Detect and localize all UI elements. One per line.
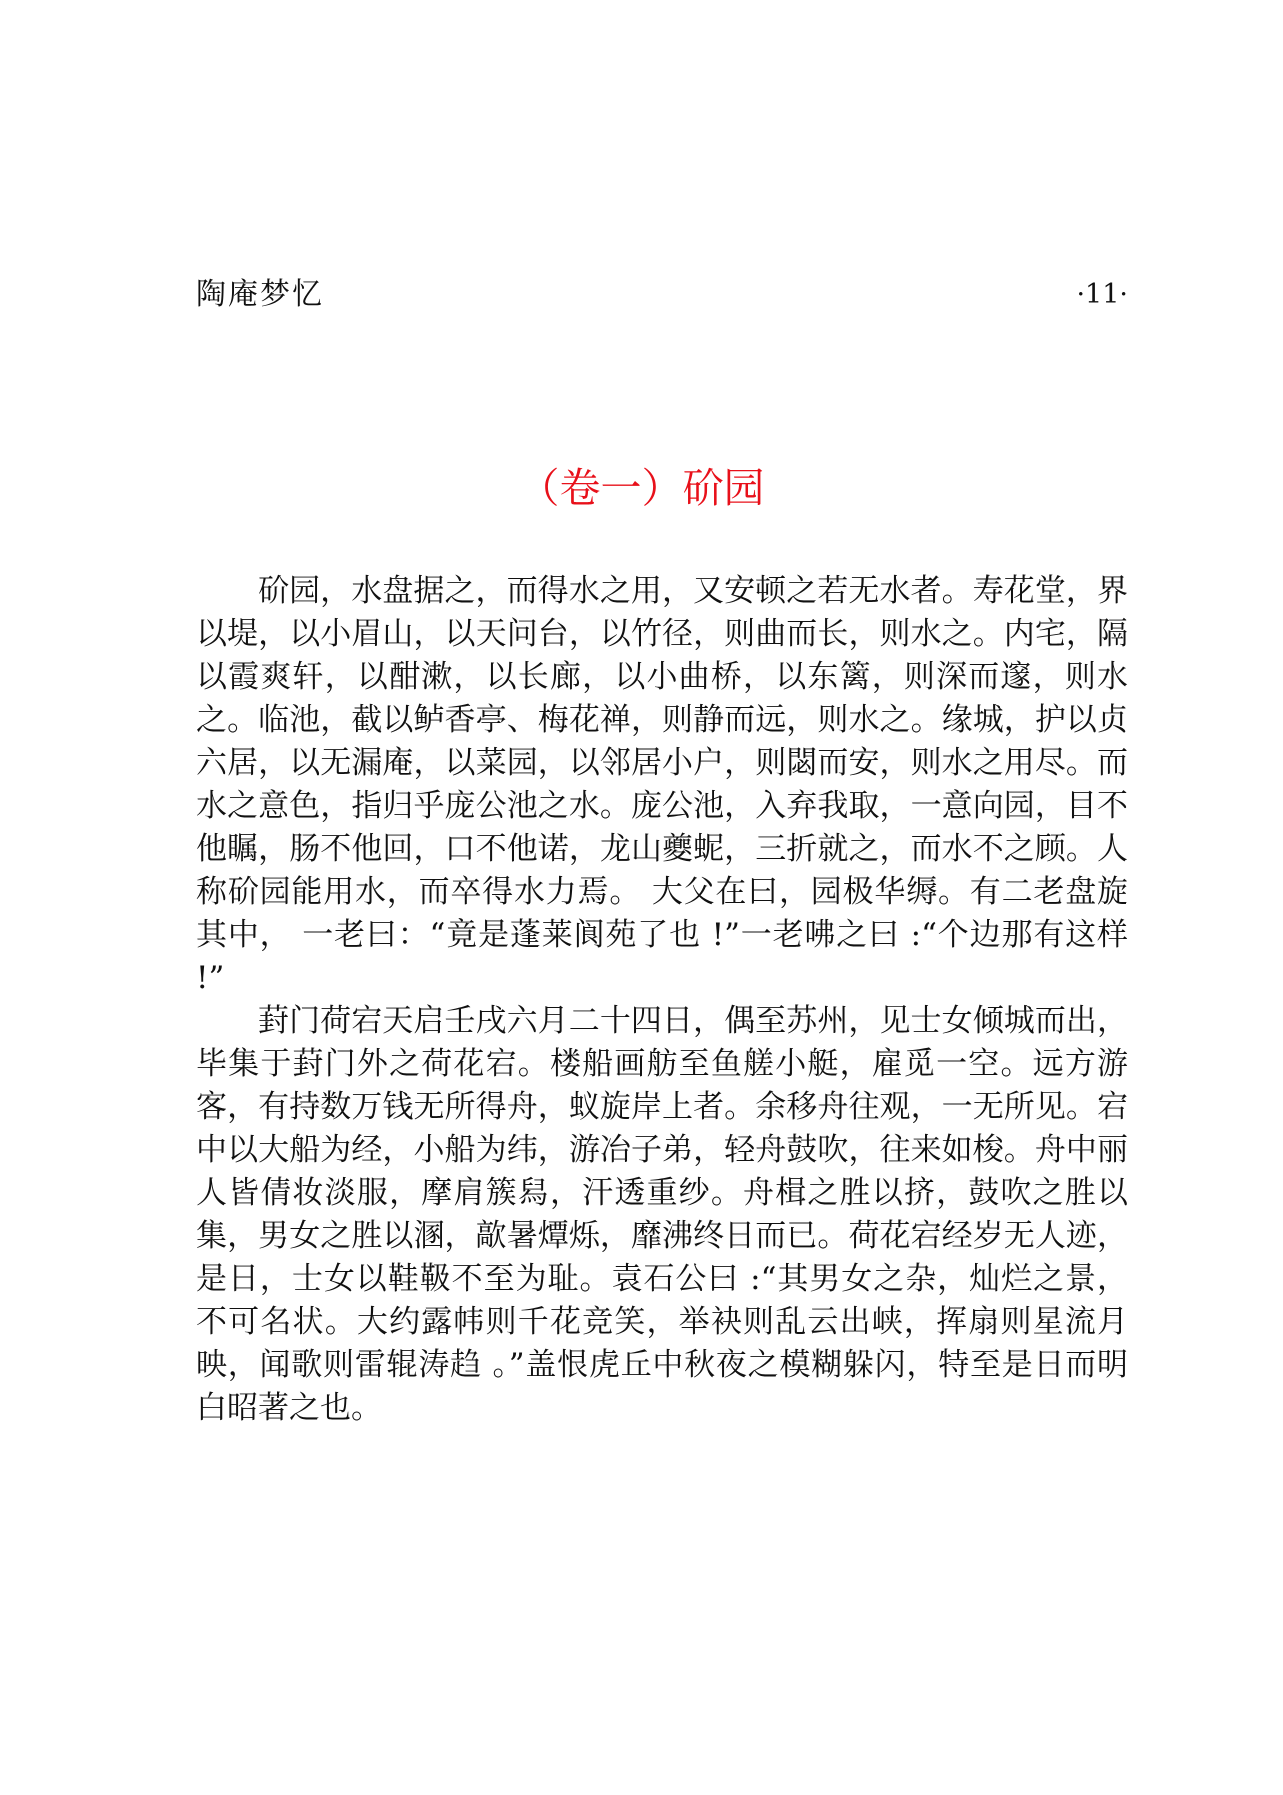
chapter-title: （卷一）砎园: [518, 464, 765, 512]
book-title: 陶庵梦忆: [196, 277, 324, 312]
page-number: ·11·: [1076, 279, 1128, 310]
paragraph-fengmen-hedang: 葑门荷宕天启壬戌六月二十四日，偶至苏州，见士女倾城而出，毕集于葑门外之荷花宕。楼船画舫至鱼艖小艇，雇觅一空。远方游客，有持数万钱无所得舟，蚁旋岸上者。余移舟往观，一无所见。宕中以大船为经，小船为纬，游冶子弟，轻舟鼓吹，往来如梭。舟中丽人皆倩妆淡服，摩肩簇舄，汗透重纱。舟楫之胜以挤，鼓吹之胜以集，男女之胜以溷，歊暑燂烁，靡沸终日而已。荷花宕经岁无人迹，是日，士女以鞋靸不至为耻。袁石公曰 :“其男女之杂，灿烂之景，不可名状。大约露帏则千花竞笑，举袂则乱云出峡，挥扇则星流月映，闻歌则雷辊涛趋 。”盖恨虎丘中秋夜之模糊躲闪，特至是日而明白昭著之也。: [196, 1003, 1128, 1426]
paragraph-jieyuan: 砎园，水盘据之，而得水之用，又安顿之若无水者。寿花堂，界以堤，以小眉山，以天问台，以竹径，则曲而长，则水之。内宅，隔以霞爽轩，以酣漱，以长廊，以小曲桥，以东篱，则深而邃，则水之。临池，截以鲈香亭、梅花禅，则静而远，则水之。缘城，护以贞六居，以无漏庵，以菜园，以邻居小户，则閟而安，则水之用尽。而水之意色，指归乎庞公池之水。庞公池，入弃我取，一意向园，目不他瞩，肠不他回，口不他诺，龙山夔蚭，三折就之，而水不之顾。人称砎园能用水，而卒得水力焉。 大父在曰，园极华缛。有二老盘旋其中， 一老曰：“竟是蓬莱阆苑了也 !”一老咈之曰 :“个边那有这样 !”: [196, 573, 1128, 996]
page-header: [196, 270, 1128, 320]
body-text: [196, 570, 1128, 1430]
